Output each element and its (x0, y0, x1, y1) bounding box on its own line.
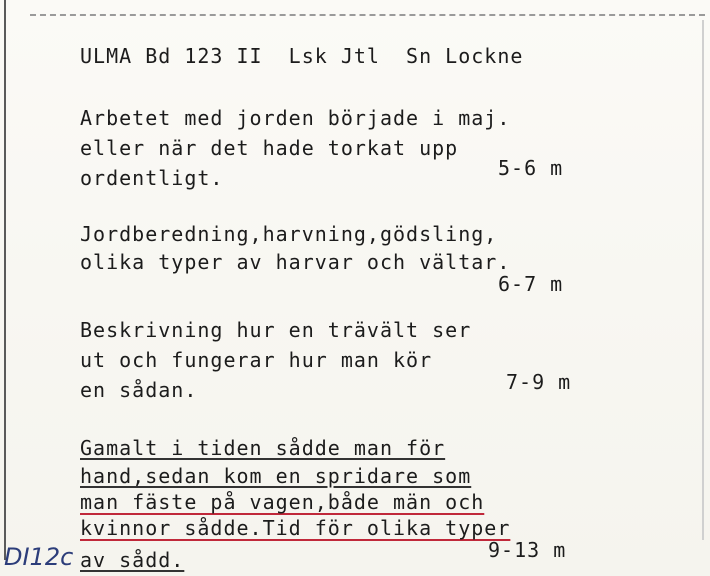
right-edge-rule (702, 20, 704, 540)
p4-line-4: kvinnor sådde.Tid för olika typer (80, 516, 511, 540)
p4-page-ref: 9-13 m (488, 538, 567, 562)
p1-page-ref: 5-6 m (498, 156, 564, 180)
p4-line-2: hand,sedan kom en spridare som (80, 464, 472, 488)
p1-line-2: eller när det hade torkat upp (80, 136, 459, 160)
p3-line-3: en sådan. (80, 378, 198, 402)
left-edge-rule (4, 0, 6, 560)
handwritten-margin-note: DI12c (4, 543, 74, 571)
p1-line-3: ordentligt. (80, 166, 224, 190)
p2-page-ref: 6-7 m (498, 272, 564, 296)
p4-line-5: av sådd. (80, 548, 185, 572)
card-header: ULMA Bd 123 II Lsk Jtl Sn Lockne (80, 44, 524, 68)
p3-page-ref: 7-9 m (506, 370, 572, 394)
p3-line-1: Beskrivning hur en trävält ser (80, 318, 472, 342)
p2-line-2: olika typer av harvar och vältar. (80, 250, 511, 274)
top-dashed-rule (30, 14, 705, 16)
p4-line-3: man fäste på vagen,både män och (80, 490, 485, 514)
p2-line-1: Jordberedning,harvning,gödsling, (80, 222, 498, 246)
p1-line-1: Arbetet med jorden började i maj. (80, 106, 511, 130)
p3-line-2: ut och fungerar hur man kör (80, 348, 433, 372)
p4-line-1: Gamalt i tiden sådde man för (80, 436, 446, 460)
